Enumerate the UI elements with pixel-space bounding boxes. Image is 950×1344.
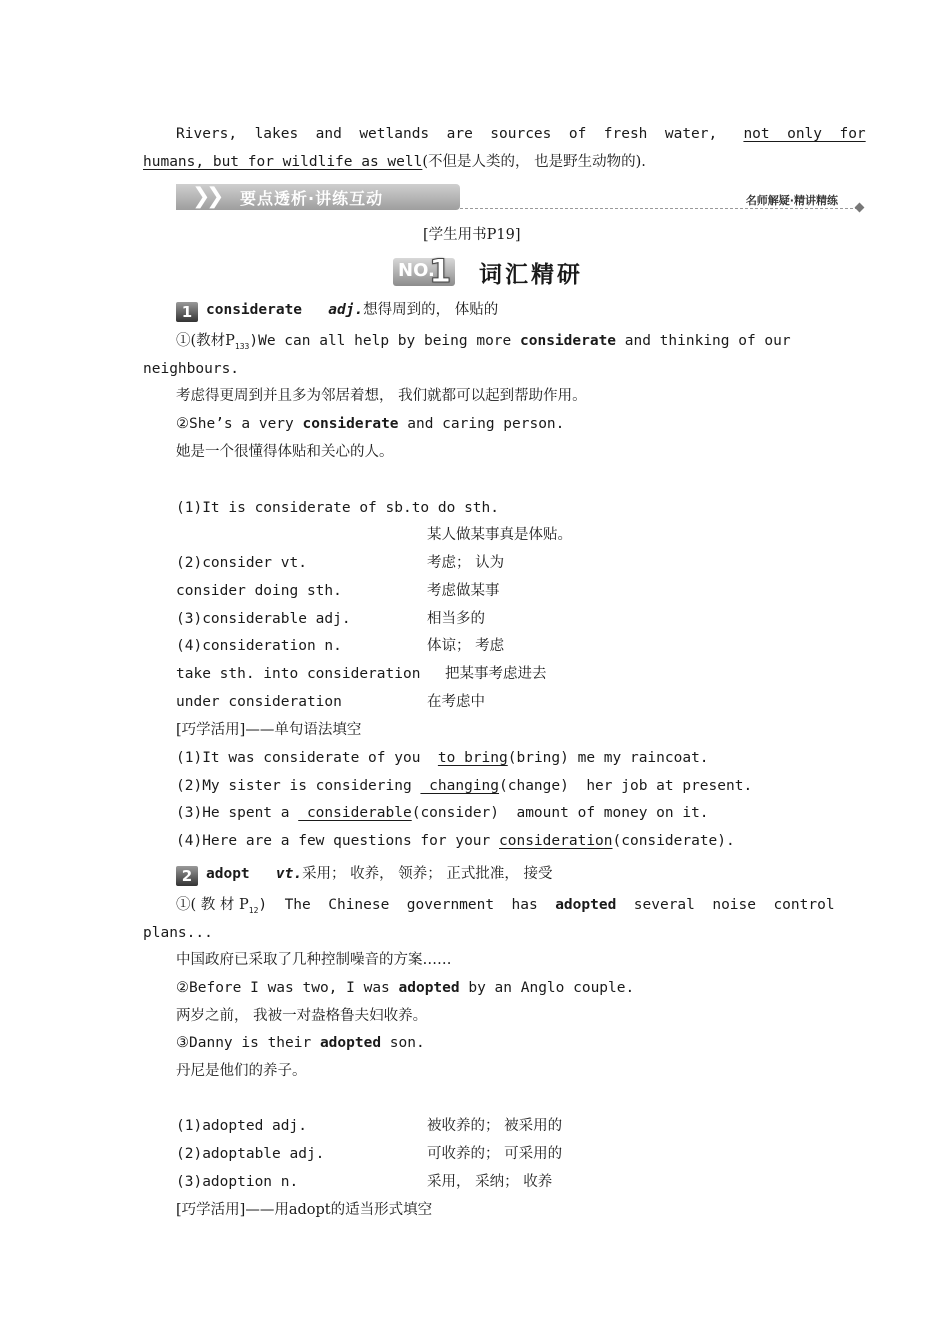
entry-meaning: 采用； 收养， 领养； 正式批准， 接受 bbox=[302, 866, 553, 882]
form-left: under consideration bbox=[176, 694, 342, 710]
example-text: ③Danny is their bbox=[176, 1035, 320, 1051]
chevron-right-icon: ❯ bbox=[192, 184, 211, 209]
banner-divider bbox=[460, 208, 858, 209]
diamond-icon bbox=[855, 203, 865, 213]
answer-blank: considerable bbox=[298, 805, 412, 821]
example-text: several noise control bbox=[616, 897, 835, 913]
question-text: (change) her job at present. bbox=[499, 778, 753, 794]
entry-word: adopt bbox=[206, 866, 250, 882]
entry-pos: adj. bbox=[328, 302, 364, 318]
form-right: 在考虑中 bbox=[427, 694, 485, 710]
example-translation: 她是一个很懂得体贴和关心的人。 bbox=[176, 444, 394, 460]
practice-question bbox=[176, 803, 709, 823]
example-keyword: considerate bbox=[520, 333, 617, 349]
example-text: and caring person. bbox=[398, 416, 565, 432]
example-text: ) The Chinese government has bbox=[258, 897, 556, 913]
form-left: (3)adoption n. bbox=[176, 1174, 299, 1190]
example-keyword: considerate bbox=[302, 416, 399, 432]
question-text: (4)Here are a few questions for your bbox=[176, 833, 500, 849]
section-number: 1 bbox=[429, 252, 452, 290]
question-text: (1)It was considerate of you bbox=[176, 750, 438, 766]
chevron-right-icon: ❯ bbox=[206, 184, 225, 209]
practice-question bbox=[176, 748, 709, 768]
intro-translation: (不但是人类的， 也是野生动物的). bbox=[422, 154, 646, 170]
example-3 bbox=[176, 1033, 425, 1053]
intro-text: Rivers, lakes and wetlands are sources of fresh water, bbox=[176, 126, 744, 142]
form-left: (3)considerable adj. bbox=[176, 611, 351, 627]
form-left: consider doing sth. bbox=[176, 583, 342, 599]
example-1 bbox=[176, 331, 791, 357]
form-right: 某人做某事真是体贴。 bbox=[427, 527, 572, 543]
answer-blank: changing bbox=[420, 778, 500, 794]
banner-subtitle: 名师解疑·精讲精练 bbox=[745, 194, 838, 207]
form-right: 可收养的； 可采用的 bbox=[427, 1146, 563, 1162]
example-2 bbox=[176, 978, 634, 998]
section-badge-text: NO. bbox=[398, 260, 435, 281]
entry-word: considerate bbox=[206, 302, 303, 318]
practice-header: [巧学活用]——单句语法填空 bbox=[176, 722, 362, 738]
intro-line-2 bbox=[143, 152, 646, 172]
example-translation: 考虑得更周到并且多为邻居着想， 我们就都可以起到帮助作用。 bbox=[176, 388, 587, 404]
question-text: (2)My sister is considering bbox=[176, 778, 421, 794]
form-right: 考虑做某事 bbox=[427, 583, 500, 599]
example-source: ①(教材P bbox=[176, 333, 235, 349]
entry-meaning: 想得周到的， 体贴的 bbox=[363, 302, 499, 318]
example-keyword: adopted bbox=[319, 1035, 382, 1051]
example-continuation: neighbours. bbox=[143, 361, 240, 377]
vocab-entry-considerate bbox=[176, 300, 498, 322]
example-translation: 丹尼是他们的养子。 bbox=[176, 1063, 307, 1079]
example-page: 133 bbox=[234, 341, 250, 351]
example-source: ①( 教 材 P bbox=[176, 897, 249, 913]
practice-question bbox=[176, 776, 752, 796]
form-left: (4)consideration n. bbox=[176, 638, 342, 654]
form-left: (2)consider vt. bbox=[176, 555, 307, 571]
form-right: 被收养的； 被采用的 bbox=[427, 1118, 563, 1134]
banner-title: 要点透析·讲练互动 bbox=[240, 189, 384, 208]
form-right: 把某事考虑进去 bbox=[445, 666, 547, 682]
entry-pos: vt. bbox=[275, 866, 303, 882]
section-title: 词汇精研 bbox=[479, 262, 583, 288]
question-text: (bring) me my raincoat. bbox=[507, 750, 709, 766]
question-text: (considerate). bbox=[612, 833, 735, 849]
example-keyword: adopted bbox=[555, 897, 617, 913]
example-translation: 两岁之前， 我被一对盎格鲁夫妇收养。 bbox=[176, 1008, 428, 1024]
form-left: (2)adoptable adj. bbox=[176, 1146, 325, 1162]
example-text: ②She’s a very bbox=[176, 416, 303, 432]
form-right: 相当多的 bbox=[427, 611, 485, 627]
example-text: ②Before I was two, I was bbox=[176, 980, 399, 996]
example-2 bbox=[176, 414, 564, 434]
intro-line-1 bbox=[176, 124, 866, 144]
example-translation: 中国政府已采取了几种控制噪音的方案…… bbox=[176, 952, 452, 968]
example-1 bbox=[176, 895, 835, 921]
form-right: 采用， 采纳； 收养 bbox=[427, 1174, 553, 1190]
intro-underlined-2: humans, but for wildlife as well bbox=[143, 154, 423, 170]
question-text: (consider) amount of money on it. bbox=[411, 805, 709, 821]
example-text: son. bbox=[381, 1035, 425, 1051]
question-text: (3)He spent a bbox=[176, 805, 299, 821]
entry-number-badge: 1 bbox=[176, 302, 198, 322]
answer-blank: consideration bbox=[499, 833, 613, 849]
form-left: (1)It is considerate of sb.to do sth. bbox=[176, 500, 500, 516]
section-banner bbox=[176, 184, 866, 214]
practice-header: [巧学活用]——用adopt的适当形式填空 bbox=[176, 1202, 433, 1218]
intro-underlined-1: not only for bbox=[743, 126, 866, 142]
example-text: and thinking of our bbox=[616, 333, 791, 349]
form-left: (1)adopted adj. bbox=[176, 1118, 307, 1134]
example-keyword: adopted bbox=[398, 980, 460, 996]
form-right: 考虑； 认为 bbox=[427, 555, 505, 571]
vocab-entry-adopt bbox=[176, 864, 553, 886]
practice-question bbox=[176, 831, 735, 851]
form-right: 体谅； 考虑 bbox=[427, 638, 505, 654]
answer-blank: to bring bbox=[437, 750, 508, 766]
entry-number-badge: 2 bbox=[176, 866, 198, 886]
example-page: 12 bbox=[248, 905, 259, 915]
form-left: take sth. into consideration bbox=[176, 666, 421, 682]
example-text: )We can all help by being more bbox=[249, 333, 520, 349]
page-reference: [学生用书P19] bbox=[423, 227, 521, 243]
example-text: by an Anglo couple. bbox=[459, 980, 635, 996]
example-continuation: plans... bbox=[143, 925, 213, 941]
